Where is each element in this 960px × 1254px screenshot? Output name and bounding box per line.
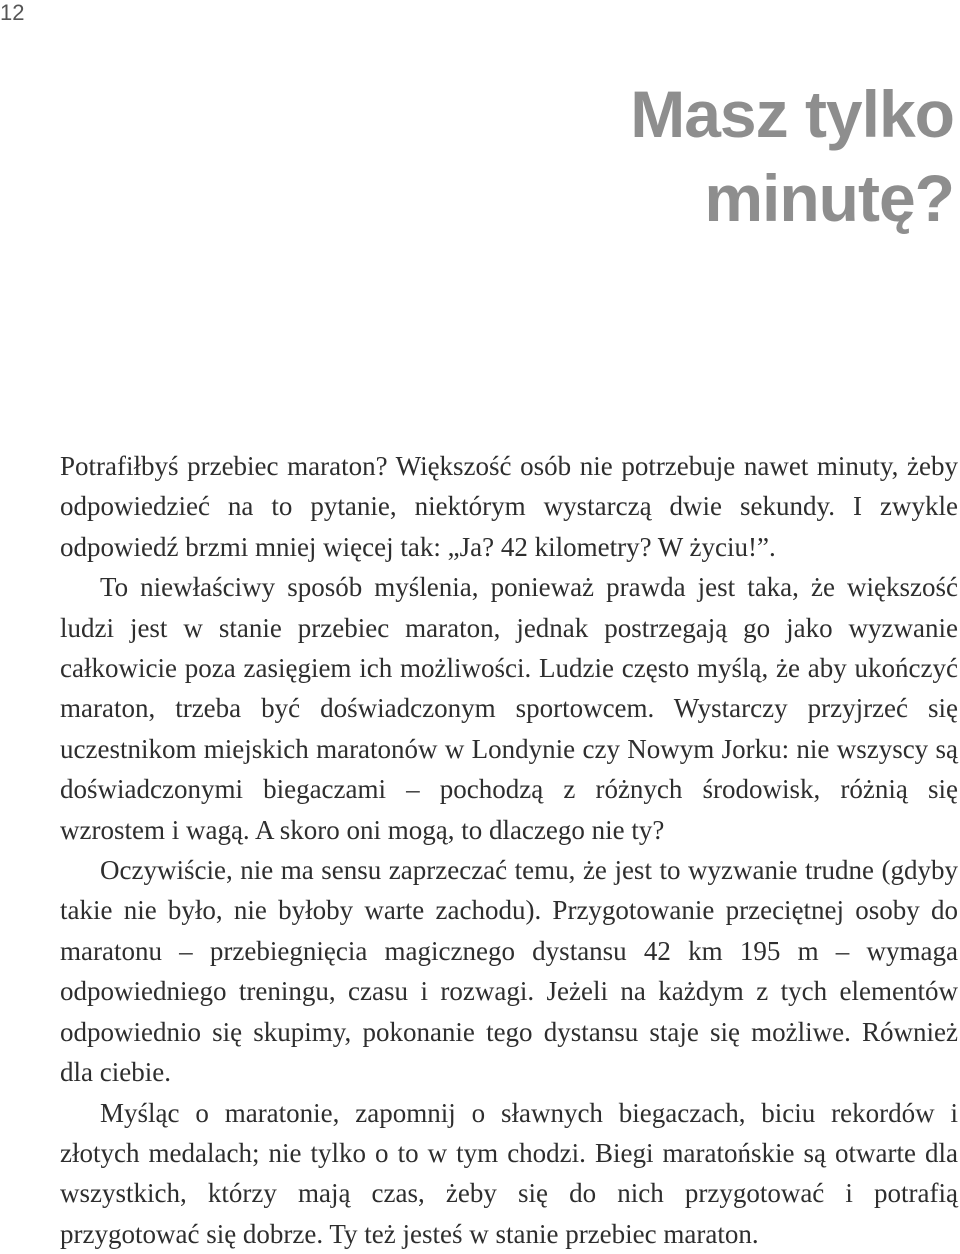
paragraph: To niewłaściwy sposób myślenia, ponieważ prawda jest taka, że większość ludzi jest w stanie przebiec maraton, jednak postrzegają go jako wyzwanie całkowicie poza zasięgiem ich możliwości. Ludzie często myślą, że aby ukończyć maraton, trzeba być doświadczonym sportowcem. Wystarczy przyjrzeć się uczestnikom miejskich maratonów w Londynie czy Nowym Jorku: nie wszyscy są doświadczonymi biegaczami – pochodzą z różnych środowisk, różnią się wzrostem i wagą. A skoro oni mogą, to dlaczego nie ty? bbox=[60, 572, 958, 845]
paragraph: Myśląc o maratonie, zapomnij o sławnych biegaczach, biciu rekordów i złotych medalach; nie tylko o to w tym chodzi. Biegi maratońskie są otwarte dla wszystkich, którzy mają czas, żeby się do nich przygotować i potrafią przygotować się dobrze. Ty też jesteś w stanie przebiec maraton. bbox=[60, 1097, 958, 1249]
paragraph: Oczywiście, nie ma sensu zaprzeczać temu, że jest to wyzwanie trudne (gdyby takie nie było, nie byłoby warte zachodu). Przygotowanie przeciętnej osoby do maratonu – przebiegnięcia magicznego dystansu 42 km 195 m – wymaga odpowiedniego treningu, czasu i rozwagi. Jeżeli na każdym z tych elementów odpowiednio się skupimy, pokonanie tego dystansu staje się możliwe. Również dla ciebie. bbox=[60, 855, 958, 1088]
chapter-title bbox=[630, 72, 954, 240]
chapter-body bbox=[60, 446, 958, 1254]
chapter-title-line-2: minutę? bbox=[704, 161, 954, 235]
paragraph: Potrafiłbyś przebiec maraton? Większość osób nie potrzebuje nawet minuty, żeby odpowiedzieć na to pytanie, niektórym wystarczą dwie sekundy. I zwykle odpowiedź brzmi mniej więcej tak: „Ja? 42 kilometry? W życiu!”. bbox=[60, 451, 958, 562]
chapter-title-line-1: Masz tylko bbox=[630, 77, 954, 151]
page-number: 12 bbox=[0, 0, 25, 25]
